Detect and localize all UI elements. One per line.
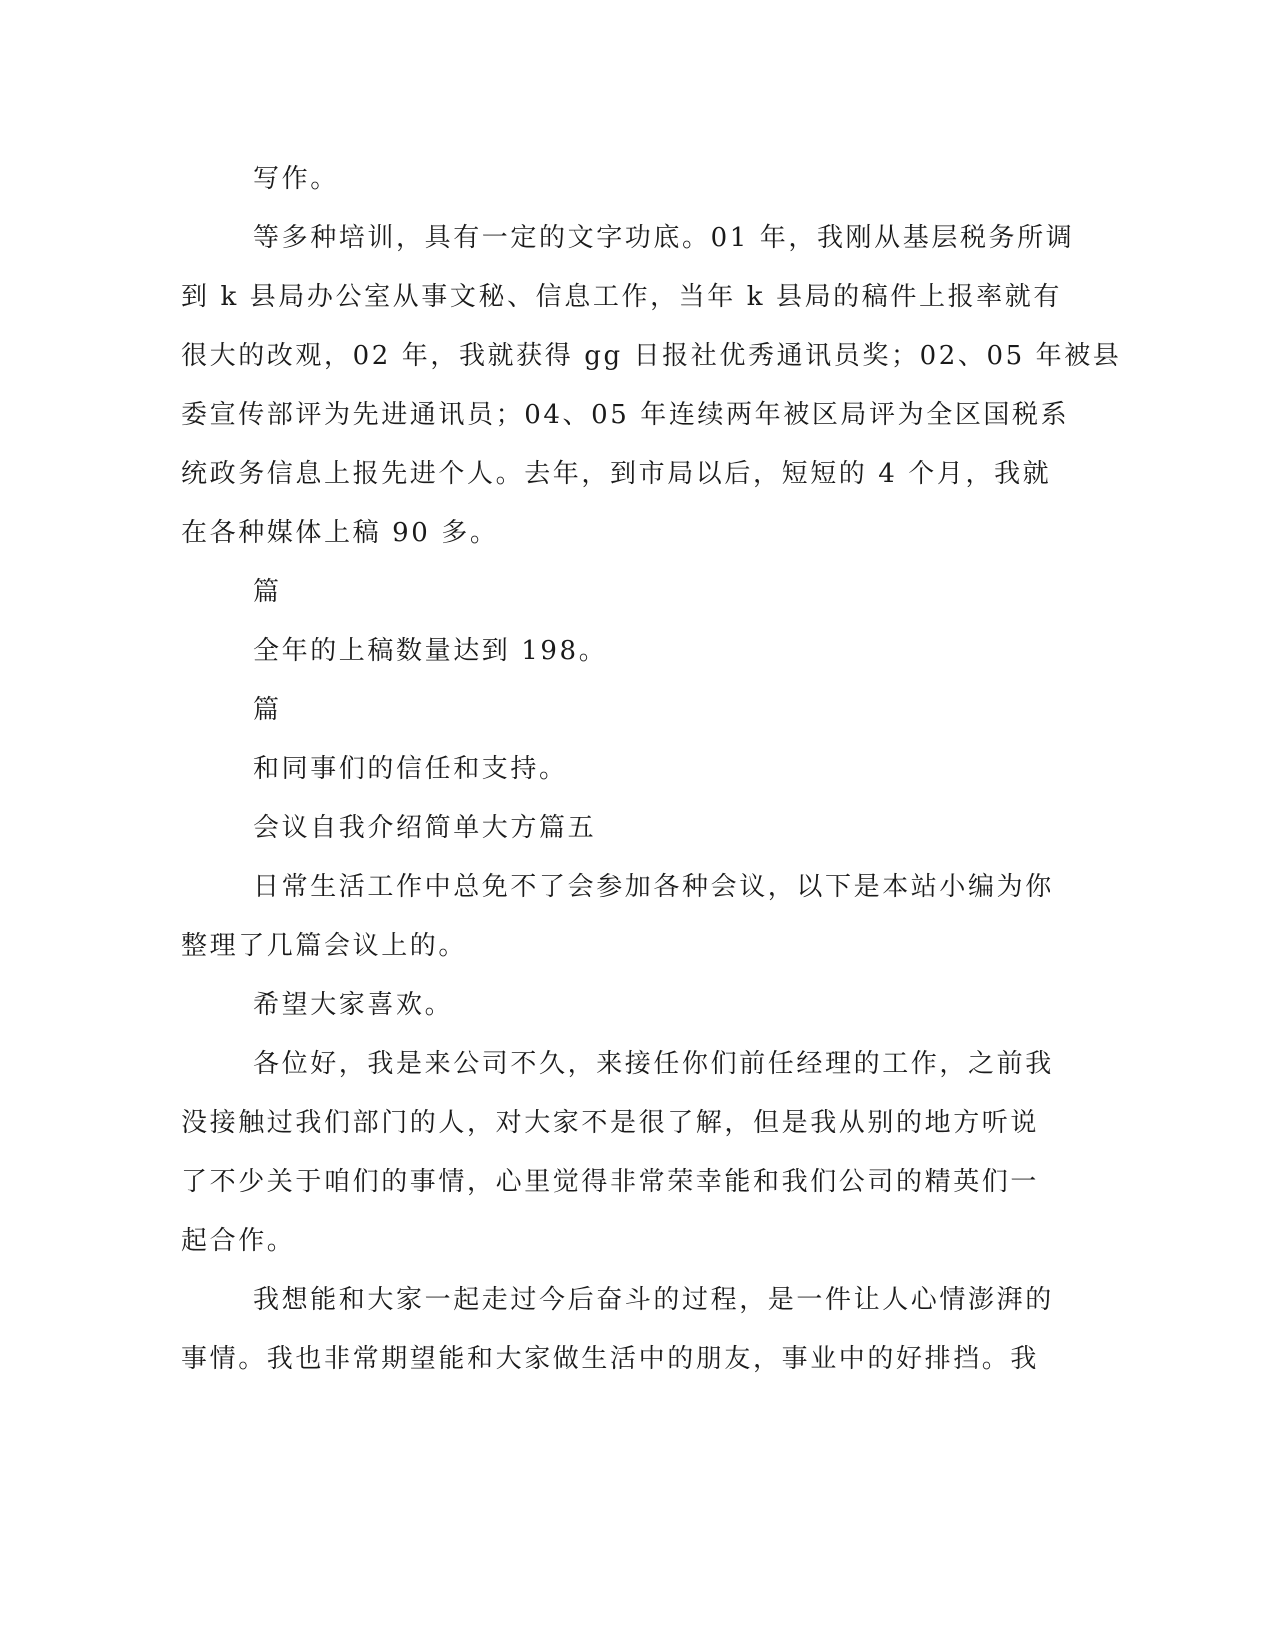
text-line: 整理了几篇会议上的。 — [181, 931, 468, 961]
document-body — [181, 150, 1122, 1389]
text-line: 在各种媒体上稿 90 多。 — [181, 518, 499, 548]
text-line: 了不少关于咱们的事情，心里觉得非常荣幸能和我们公司的精英们一 — [181, 1167, 1040, 1197]
text-line: 和同事们的信任和支持。 — [253, 754, 568, 784]
text-line: 希望大家喜欢。 — [253, 990, 454, 1020]
text-line: 篇 — [253, 695, 282, 725]
text-line: 写作。 — [253, 164, 339, 194]
text-line: 事情。我也非常期望能和大家做生活中的朋友，事业中的好排挡。我 — [181, 1344, 1040, 1374]
text-line: 委宣传部评为先进通讯员；04、05 年连续两年被区局评为全区国税系 — [181, 400, 1070, 430]
text-line: 统政务信息上报先进个人。去年，到市局以后，短短的 4 个月，我就 — [181, 459, 1052, 489]
text-line: 日常生活工作中总免不了会参加各种会议，以下是本站小编为你 — [253, 872, 1054, 902]
text-line: 篇 — [253, 577, 282, 607]
text-line: 我想能和大家一起走过今后奋斗的过程，是一件让人心情澎湃的 — [253, 1285, 1054, 1315]
text-line: 等多种培训，具有一定的文字功底。01 年，我刚从基层税务所调 — [253, 223, 1075, 253]
text-line: 到 k 县局办公室从事文秘、信息工作，当年 k 县局的稿件上报率就有 — [181, 282, 1062, 312]
section-heading: 会议自我介绍简单大方篇五 — [253, 813, 597, 843]
text-line: 全年的上稿数量达到 198。 — [253, 636, 608, 666]
text-line: 很大的改观，02 年，我就获得 gg 日报社优秀通讯员奖；02、05 年被县 — [181, 341, 1122, 371]
text-line: 各位好，我是来公司不久，来接任你们前任经理的工作，之前我 — [253, 1049, 1054, 1079]
text-line: 没接触过我们部门的人，对大家不是很了解，但是我从别的地方听说 — [181, 1108, 1040, 1138]
text-line: 起合作。 — [181, 1226, 296, 1256]
